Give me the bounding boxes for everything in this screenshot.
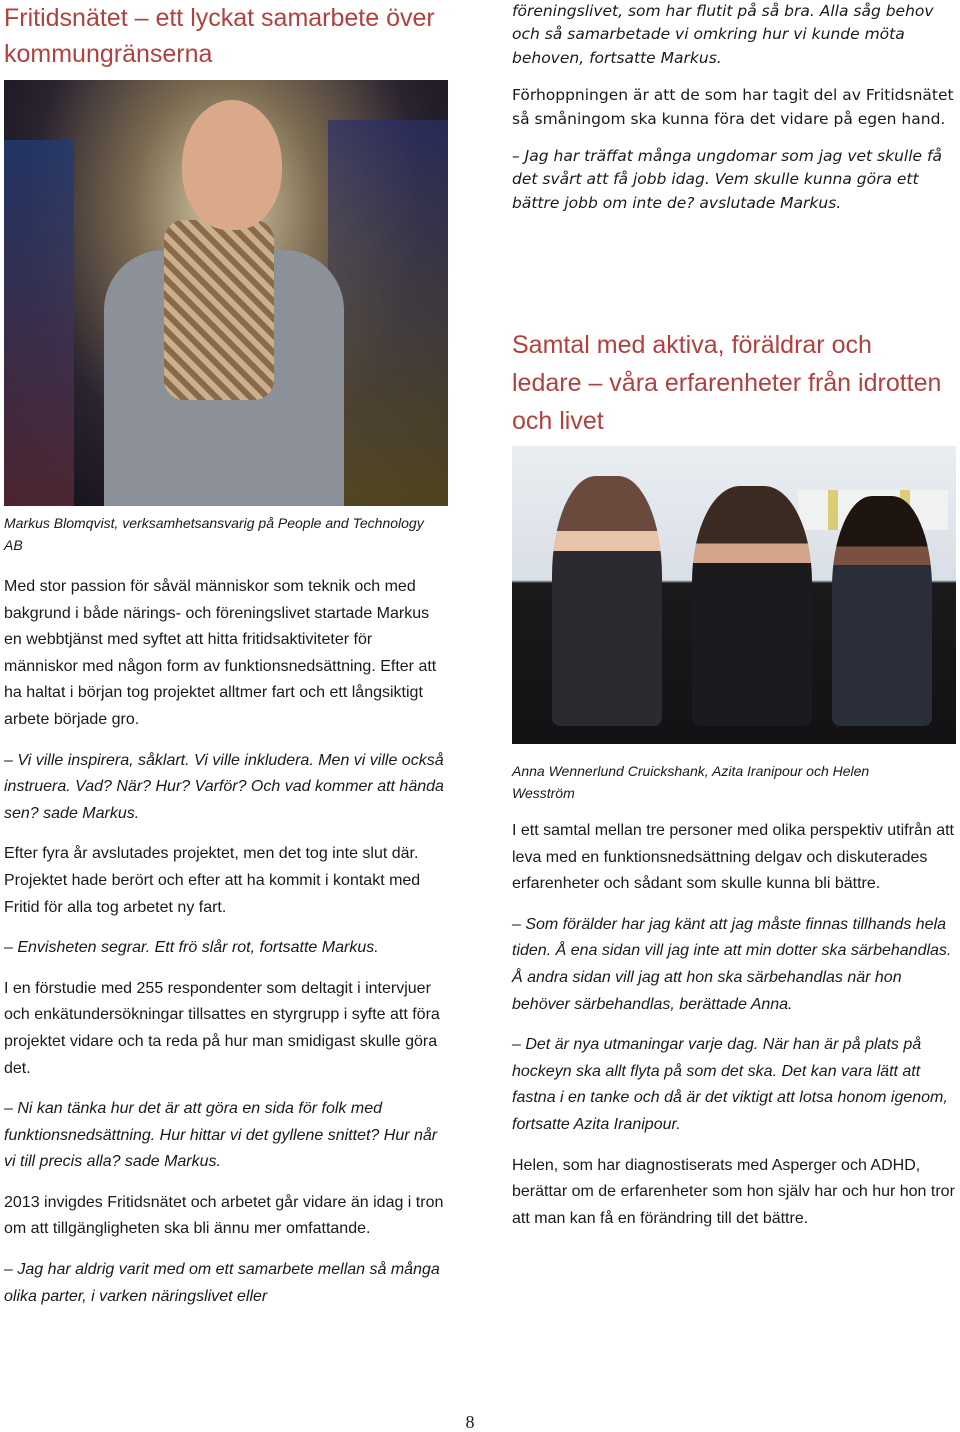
left-paragraph: – Vi ville inspirera, såklart. Vi ville inkludera. Men vi ville också instruera. Vad? När? Hur? Varför? Och vad kommer att hända sen? sade Markus.: [4, 751, 444, 822]
panelist-helen: [832, 496, 932, 726]
left-paragraph: – Jag har aldrig varit med om ett samarbete mellan så många olika parter, i varken näringslivet eller: [4, 1261, 440, 1305]
right-paragraph: I ett samtal mellan tre personer med olika perspektiv utifrån att leva med en funktionsnedsättning delgav och diskuterades erfarenheter och sådant som skulle kunna bli bättre.: [512, 822, 954, 893]
stage-backdrop-left: [4, 140, 74, 506]
article-title: Fritidsnätet – ett lyckat samarbete över kommungränserna: [4, 4, 435, 68]
top-right-column: [512, 0, 958, 229]
top-right-paragraph: Förhoppningen är att de som har tagit del av Fritidsnätet så småningom ska kunna föra det vidare på egen hand.: [512, 86, 954, 128]
speaker-scarf: [164, 220, 274, 400]
photo1-caption: Markus Blomqvist, verksamhetsansvarig på People and Technology AB: [4, 515, 424, 553]
stage-backdrop-right: [328, 120, 448, 506]
left-paragraph: 2013 invigdes Fritidsnätet och arbetet går vidare än idag i tron om att tillgängligheten ska bli ännu mer omfattande.: [4, 1193, 444, 1238]
section-heading: Samtal med aktiva, föräldrar och ledare – våra erfarenheter från idrotten och livet: [512, 331, 942, 435]
left-column: [4, 574, 450, 1324]
top-right-paragraph: föreningslivet, som har flutit på så bra. Alla såg behov och så samarbetade vi omkring hur vi kunde möta behoven, fortsatte Markus.: [512, 2, 934, 67]
left-paragraph: Med stor passion för såväl människor som teknik och med bakgrund i både närings- och föreningslivet startade Markus en webbtjänst med syftet att hitta fritidsaktiviteter för människor med någon form av funktionsnedsättning. Efter att ha haltat i början tog projektet alltmer fart och ett långsiktigt arbete började gro.: [4, 578, 437, 728]
photo2-caption: Anna Wennerlund Cruickshank, Azita Iranipour och Helen Wesström: [512, 763, 870, 801]
left-paragraph: I en förstudie med 255 respondenter som deltagit i intervjuer och enkätundersökningar tillsattes en styrgrupp i syfte att föra projektet vidare och ta reda på hur man smidigast skulle göra det.: [4, 979, 440, 1077]
panelist-azita: [692, 486, 812, 726]
left-paragraph: – Ni kan tänka hur det är att göra en sida för folk med funktionsnedsättning. Hur hittar vi det gyllene snittet? Hur når vi till precis alla? sade Markus.: [4, 1100, 438, 1171]
left-paragraph: Efter fyra år avslutades projektet, men det tog inte slut där. Projektet hade berört och efter att ha kommit i kontakt med Fritid för alla tog arbetet ny fart.: [4, 845, 421, 916]
right-paragraph: – Som förälder har jag känt att jag måste finnas tillhands hela tiden. Å ena sidan vill jag inte att min dotter ska särbehandlas. Å andra sidan vill jag att hon ska särbehandlas när hon behöver särbehandlas, berättade Anna.: [512, 915, 952, 1013]
top-right-paragraph: – Jag har träffat många ungdomar som jag vet skulle få det svårt att få jobb idag. Vem skulle kunna göra ett bättre jobb om inte de? avslutade Markus.: [512, 147, 942, 212]
left-paragraph: – Envisheten segrar. Ett frö slår rot, fortsatte Markus.: [4, 939, 379, 957]
photo-markus-blomqvist: [4, 80, 448, 506]
right-column: [512, 818, 956, 1246]
right-paragraph: Helen, som har diagnostiserats med Asperger och ADHD, berättar om de erfarenheter som hon själv har och hur hon tror att man kan få en förändring till det bättre.: [512, 1156, 955, 1227]
photo-panel-discussion: [512, 446, 956, 744]
panelist-anna: [552, 476, 662, 726]
page-number: 8: [465, 1412, 475, 1432]
right-paragraph: – Det är nya utmaningar varje dag. När han är på plats på hockeyn ska allt flyta på som det ska. Det kan vara lätt att fastna i en tanke och då är det viktigt att lotsa honom igenom, fortsatte Azita Iranipour.: [512, 1036, 948, 1133]
speaker-head: [182, 100, 282, 230]
